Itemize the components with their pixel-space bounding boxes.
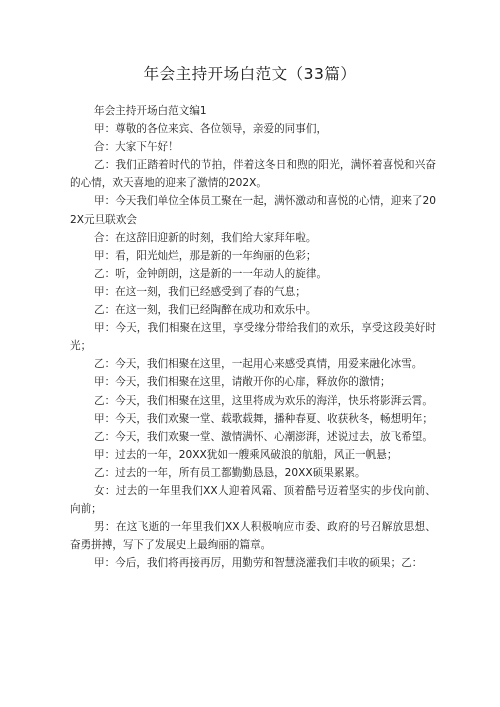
paragraph: 乙：今天，我们欢聚一堂、激情满怀、心潮澎湃，述说过去，放飞希望。 bbox=[94, 430, 433, 443]
paragraph: 乙：过去的一年，所有员工都勤勤恳恳，20XX硕果累累。 bbox=[94, 466, 366, 479]
paragraph: 年会主持开场白范文编1 bbox=[94, 105, 207, 117]
paragraph: 乙：我们正踏着时代的节拍，伴着这冬日和煦的阳光，满怀着喜悦和兴奋的心情，欢天喜地的迎来了激情的202X。 bbox=[70, 159, 436, 190]
document-body bbox=[70, 102, 436, 572]
paragraph: 甲：过去的一年，20XX犹如一艘乘风破浪的航船，风正一帆悬； bbox=[94, 448, 398, 461]
paragraph: 乙：在这一刻，我们已经陶醉在成功和欢乐中。 bbox=[94, 304, 317, 317]
paragraph: 乙：听，金钟朗朗，这是新的一一年动人的旋律。 bbox=[94, 267, 328, 280]
paragraph: 女：过去的一年里我们XX人迎着风霜、顶着酷号迈着坚实的步伐向前、向前； bbox=[70, 484, 436, 516]
paragraph: 甲：今天我们单位全体员工聚在一起，满怀激动和喜悦的心情，迎来了202X元旦联欢会 bbox=[70, 195, 436, 226]
paragraph: 合：在这辞旧迎新的时刻，我们给大家拜年啦。 bbox=[94, 231, 317, 244]
paragraph: 甲：今天，我们相聚在这里，请敞开你的心扉，释放你的激情； bbox=[94, 376, 391, 389]
paragraph: 甲：看，阳光灿烂，那是新的一年绚丽的色彩； bbox=[94, 249, 317, 262]
paragraph: 乙：今天，我们相聚在这里，这里将成为欢乐的海洋，快乐将影湃云霄。 bbox=[94, 394, 433, 407]
paragraph: 合：大家下午好！ bbox=[94, 141, 179, 154]
paragraph: 甲：今天，我们欢聚一堂、载歌载舞，播种春夏、收获秋冬，畅想明年； bbox=[94, 412, 433, 425]
paragraph: 甲：尊敬的各位来宾、各位领导，亲爱的同事们， bbox=[94, 123, 328, 136]
paragraph: 甲：在这一刻，我们已经感受到了春的气息； bbox=[94, 285, 306, 298]
paragraph: 甲：今天，我们相聚在这里，享受缘分带给我们的欢乐，享受这段美好时光； bbox=[70, 322, 436, 353]
paragraph: 乙：今天，我们相聚在这里，一起用心来感受真情，用爱来融化冰雪。 bbox=[94, 358, 423, 371]
paragraph: 甲：今后，我们将再接再厉，用勤劳和智慧浇灌我们丰收的硕果；乙： bbox=[94, 557, 423, 570]
document-title: 年会主持开场白范文（33篇） bbox=[143, 65, 357, 83]
paragraph: 男：在这飞逝的一年里我们XX人积极响应市委、政府的号召解放思想、奋勇拼搏，写下了发展史上最绚丽的篇章。 bbox=[70, 521, 436, 552]
